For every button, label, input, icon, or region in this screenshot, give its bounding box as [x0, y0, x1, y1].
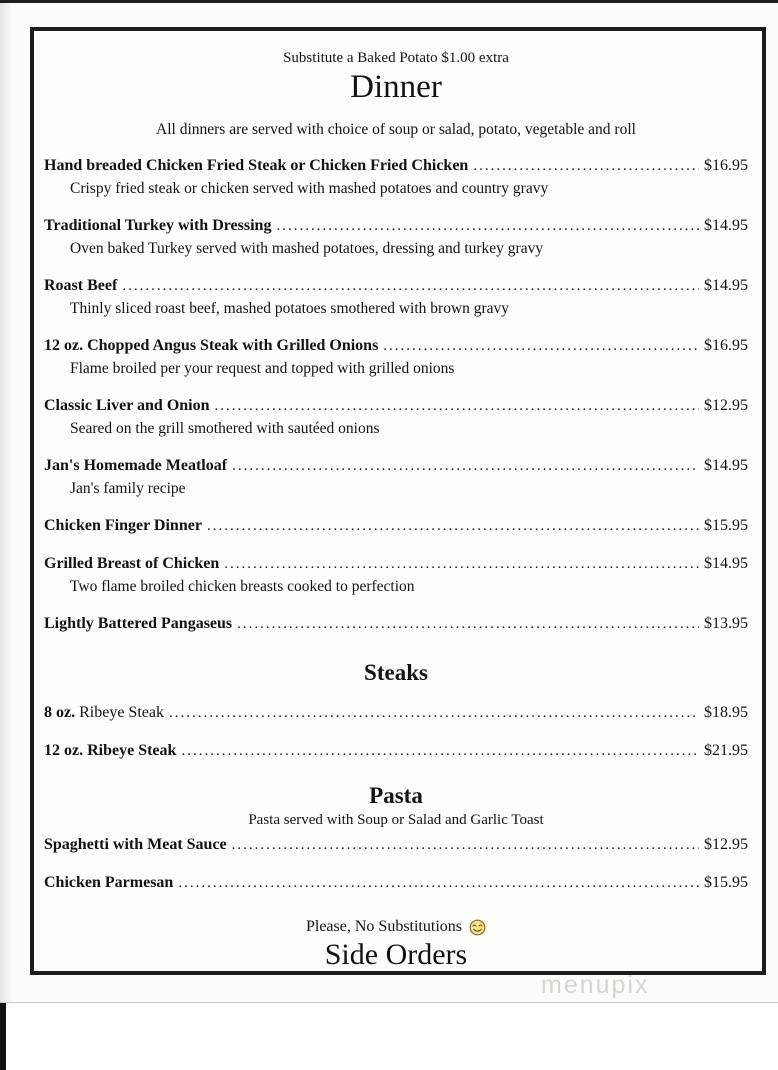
scan-edge-shadow — [0, 0, 12, 1003]
pasta-items-list — [44, 834, 748, 894]
item-price: $14.95 — [704, 217, 748, 234]
menu-item-line — [44, 834, 748, 856]
item-name: Grilled Breast of Chicken — [44, 555, 220, 572]
substitution-note: Substitute a Baked Potato $1.00 extra — [283, 50, 509, 66]
item-name: Jan's Homemade Meatloaf — [44, 457, 228, 474]
leader-dots — [169, 703, 699, 724]
no-substitutions-text: Please, No Substitutions — [305, 918, 462, 935]
item-description: Crispy fried steak or chicken served with mashed potatoes and country gravy — [70, 180, 549, 197]
item-price: $16.95 — [704, 157, 748, 174]
menu-title: Dinner — [350, 69, 442, 105]
item-name: Chicken Finger Dinner — [44, 517, 202, 534]
steaks-section-title: Steaks — [364, 660, 428, 685]
item-description: Jan's family recipe — [70, 480, 186, 497]
menu-item-line — [44, 740, 748, 762]
menu-item-line — [44, 395, 748, 417]
menu-item-line — [44, 455, 748, 477]
watermark: menupix — [541, 971, 650, 999]
item-price: $16.95 — [704, 337, 748, 354]
menu-item-line — [44, 702, 748, 724]
menu-item — [44, 553, 748, 597]
item-name: Lightly Battered Pangaseus — [44, 615, 233, 632]
item-price: $21.95 — [704, 742, 748, 759]
item-price: $12.95 — [704, 397, 748, 414]
menu-item — [44, 872, 748, 894]
leader-dots — [237, 614, 699, 635]
leader-dots — [207, 516, 699, 537]
menu-border-box — [30, 27, 766, 975]
leader-dots — [276, 216, 699, 237]
item-name: 12 oz. Ribeye Steak — [44, 742, 177, 759]
menu-item — [44, 740, 748, 762]
item-price: $15.95 — [704, 517, 748, 534]
item-name: 12 oz. Chopped Angus Steak with Grilled Onions — [44, 337, 379, 354]
menu-item — [44, 155, 748, 199]
item-name: Chicken Parmesan — [44, 874, 174, 891]
leader-dots — [224, 554, 699, 575]
menu-item-line — [44, 335, 748, 357]
side-orders-heading: Side Orders — [324, 938, 468, 971]
menu-item-line — [44, 515, 748, 537]
item-name-suffix: Ribeye Steak — [75, 704, 164, 721]
leader-dots — [383, 336, 699, 357]
menu-subtitle: All dinners are served with choice of soup or salad, potato, vegetable and roll — [156, 121, 636, 138]
item-price: $13.95 — [704, 615, 748, 632]
smiling-face-emoji-icon — [469, 919, 486, 936]
menu-item — [44, 395, 748, 439]
scan-artifact-bottom-line — [0, 1002, 778, 1003]
menu-item — [44, 702, 748, 724]
menu-item — [44, 834, 748, 856]
leader-dots — [122, 276, 699, 297]
pasta-section-title: Pasta — [369, 783, 423, 808]
menu-item — [44, 275, 748, 319]
leader-dots — [473, 156, 699, 177]
item-price: $15.95 — [704, 874, 748, 891]
menu-item — [44, 613, 748, 635]
item-description: Flame broiled per your request and topped with grilled onions — [70, 360, 455, 377]
leader-dots — [215, 396, 699, 417]
menu-item — [44, 455, 748, 499]
menu-item — [44, 515, 748, 537]
menu-item-line — [44, 872, 748, 894]
item-description: Two flame broiled chicken breasts cooked to perfection — [70, 578, 415, 595]
item-name: Roast Beef — [44, 277, 118, 294]
pasta-section-subtitle: Pasta served with Soup or Salad and Garlic Toast — [248, 812, 544, 828]
leader-dots — [232, 835, 699, 856]
steaks-items-list — [44, 702, 748, 762]
item-name: Hand breaded Chicken Fried Steak or Chicken Fried Chicken — [44, 157, 469, 174]
scan-artifact-bottom-strip — [0, 1003, 6, 1070]
item-name: 8 oz. — [44, 704, 76, 721]
dinner-items-list — [44, 155, 748, 635]
menu-item-line — [44, 215, 748, 237]
item-name: Traditional Turkey with Dressing — [44, 217, 272, 234]
scan-artifact-top-line — [0, 0, 778, 3]
no-substitutions-note — [44, 918, 748, 936]
menu-item-line — [44, 553, 748, 575]
menu-item — [44, 215, 748, 259]
item-price: $14.95 — [704, 555, 748, 572]
item-description: Thinly sliced roast beef, mashed potatoes smothered with brown gravy — [70, 300, 510, 317]
item-price: $14.95 — [704, 277, 748, 294]
item-description: Seared on the grill smothered with sautéed onions — [70, 420, 380, 437]
leader-dots — [178, 873, 699, 894]
item-name: Spaghetti with Meat Sauce — [44, 836, 227, 853]
menu-item-line — [44, 275, 748, 297]
menu-item-line — [44, 155, 748, 177]
item-name: Classic Liver and Onion — [44, 397, 210, 414]
leader-dots — [232, 456, 699, 477]
item-price: $18.95 — [704, 704, 748, 721]
leader-dots — [181, 741, 699, 762]
menu-item-line — [44, 613, 748, 635]
item-description: Oven baked Turkey served with mashed potatoes, dressing and turkey gravy — [70, 240, 544, 257]
menu-item — [44, 335, 748, 379]
item-price: $14.95 — [704, 457, 748, 474]
item-price: $12.95 — [704, 836, 748, 853]
